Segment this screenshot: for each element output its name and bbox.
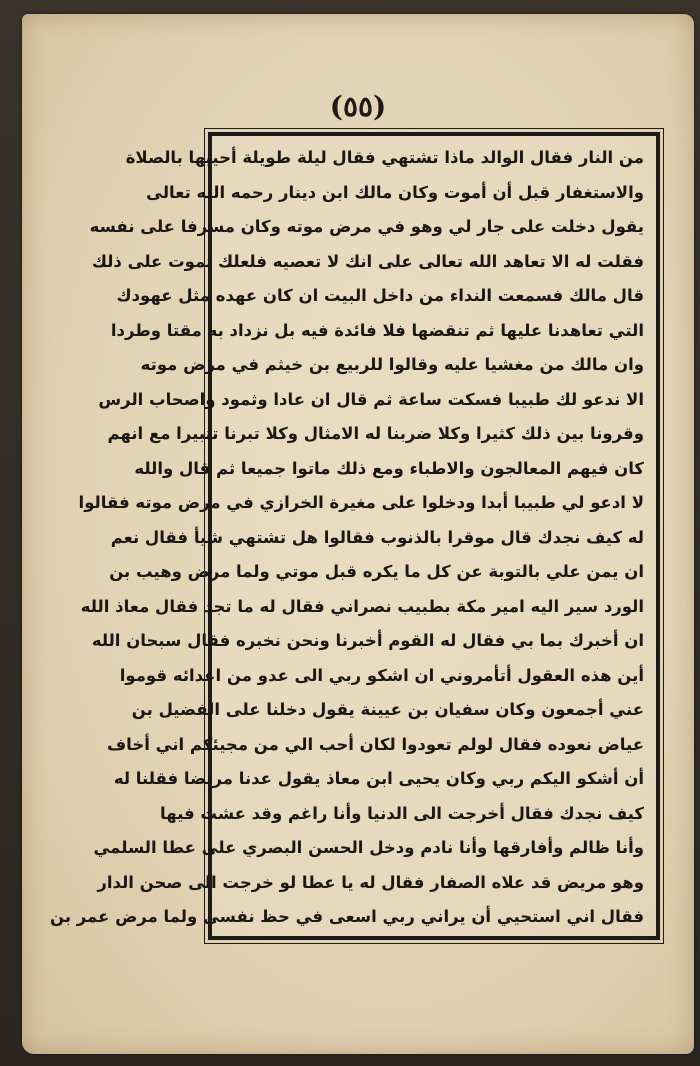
text-line: وان مالك من مغشيا عليه وقالوا للربيع بن خيثم في مرض موته [140,355,644,375]
text-line: ان يمن علي بالتوبة عن كل ما يكره قبل موتي ولما مرض وهيب بن [109,562,644,582]
text-body [49,148,644,928]
text-line: يقول دخلت على جار لي وهو في مرض موته وكان مسرفا على نفسه [89,217,644,237]
book-page [22,14,694,1054]
text-line: من النار فقال الوالد ماذا تشتهي فقال ليلة طويلة أحييها بالصلاة [125,148,644,167]
text-line: وأنا ظالم وأفارقها وأنا نادم ودخل الحسن البصري على عطا السلمي [93,838,644,858]
text-line: كان فيهم المعالجون والاطباء ومع ذلك ماتوا جميعا ثم قال والله [134,458,644,478]
text-line: والاستغفار قبل أن أموت وكان مالك ابن دينار رحمه الله تعالى [146,182,644,202]
text-line: لا ادعو لي طبيبا أبدا ودخلوا على مغيرة الخرازي في مرض موته فقالوا [78,493,644,513]
text-frame [49,132,660,940]
text-line: قال مالك فسمعت النداء من داخل البيت ان كان عهده مثل عهودك [116,286,644,306]
text-line: له كيف نجدك قال موقرا بالذنوب فقالوا هل تشتهي شيأ فقال نعم [110,527,644,547]
text-line: وقرونا بين ذلك كثيرا وكلا ضربنا له الامثال وكلا تبرنا تتبيرا مع انهم [107,424,644,444]
text-line: كيف نجدك فقال أخرجت الى الدنيا وأنا راغم وقد عشت فيها [160,803,644,823]
text-line: عني أجمعون وكان سفيان بن عيينة يقول دخلنا على الفضيل بن [131,700,644,720]
text-line: ان أخبرك بما بي فقال له القوم أخبرنا ونحن نخبره فقال سبحان الله [91,631,644,651]
text-line: أين هذه العقول أتأمروني ان اشكو ربي الى عدو من اعدائه قوموا [119,665,644,685]
text-line: أن أشكو اليكم ربي وكان يحيى ابن معاذ يقول عدنا مريضا فقلنا له [113,769,644,789]
page-number: (٥٥) [329,90,387,123]
text-line: وهو مريض قد علاه الصفار فقال له يا عطا لو خرجت الى صحن الدار [97,872,644,892]
text-line: فقلت له الا تعاهد الله تعالى على انك لا تعصيه فلعلك تموت على ذلك [91,251,644,271]
text-line: عياض نعوده فقال لولم تعودوا لكان أحب الي من مجيئكم اني أخاف [106,734,644,754]
text-line: الا ندعو لك طبيبا فسكت ساعة ثم قال ان عادا وثمود واصحاب الرس [98,389,644,409]
text-line: فقال اني استحيي أن يراني ربي اسعى في حظ نفسي ولما مرض عمر بن [49,907,644,927]
text-line: الورد سير اليه امير مكة بطبيب نصراني فقال له ما تجد فقال معاذ الله [80,596,644,616]
text-line: التي تعاهدنا عليها ثم تنقضها فلا فائدة فيه بل نزداد به مقتا وطردا [110,320,644,340]
